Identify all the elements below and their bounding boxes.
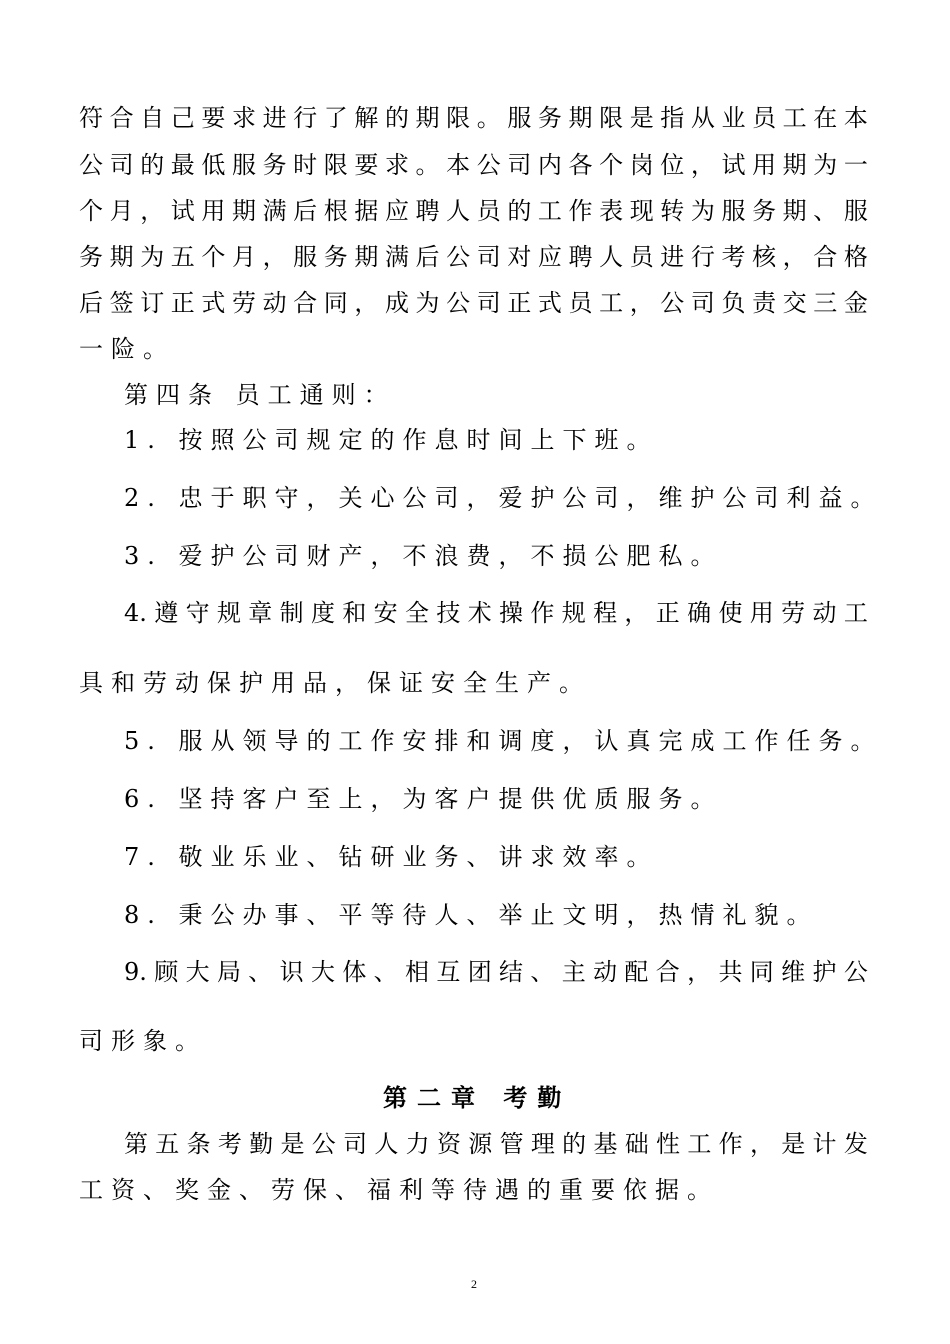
list-item: 8. 秉公办事、平等待人、举止文明，热情礼貌。 [124, 901, 819, 929]
list-item: 1. 按照公司规定的作息时间上下班。 [124, 426, 659, 454]
article-title: 第四条 员工通则： [124, 381, 396, 409]
paragraph-line: 工资、奖金、劳保、福利等待遇的重要依据。 [79, 1176, 719, 1204]
paragraph-line: 个 月 ， 试 用 期 满 后 根 据 应 聘 人 员 的 工 作 表 现 转 为 服 务 期 、 服 [79, 197, 868, 225]
list-item-continuation: 司形象。 [79, 1027, 207, 1055]
list-item: 4. 遵 守 规 章 制 度 和 安 全 技 术 操 作 规 程 ， 正 确 使 用 劳 动 工 [124, 599, 868, 627]
list-item: 3. 爱护公司财产，不浪费，不损公肥私。 [124, 542, 723, 570]
list-item: 6. 坚持客户至上，为客户提供优质服务。 [124, 785, 723, 813]
paragraph-line: 公 司 的 最 低 服 务 时 限 要 求 。 本 公 司 内 各 个 岗 位 ， 试 用 期 为 一 [79, 151, 868, 179]
list-item: 9. 顾 大 局 、 识 大 体 、 相 互 团 结 、 主 动 配 合 ， 共 同 维 护 公 [124, 958, 868, 986]
paragraph-line: 务 期 为 五 个 月 ， 服 务 期 满 后 公 司 对 应 聘 人 员 进 行 考 核 ， 合 格 [79, 243, 868, 271]
page-number: 2 [471, 1277, 477, 1291]
paragraph-line: 符 合 自 己 要 求 进 行 了 解 的 期 限 。 服 务 期 限 是 指 从 业 员 工 在 本 [79, 104, 868, 132]
paragraph-line: 一险。 [79, 335, 175, 363]
list-item: 5. 服从领导的工作安排和调度，认真完成工作任务。 [124, 727, 883, 755]
chapter-heading: 第二章 考勤 [383, 1083, 572, 1112]
list-item: 7. 敬业乐业、钻研业务、讲求效率。 [124, 843, 659, 871]
list-item: 2. 忠于职守，关心公司，爱护公司，维护公司利益。 [124, 484, 883, 512]
list-item-continuation: 具和劳动保护用品，保证安全生产。 [79, 669, 591, 697]
paragraph-line: 第 五 条 考 勤 是 公 司 人 力 资 源 管 理 的 基 础 性 工 作 ， 是 计 发 [124, 1130, 868, 1158]
paragraph-line: 后 签 订 正 式 劳 动 合 同 ， 成 为 公 司 正 式 员 工 ， 公 司 负 责 交 三 金 [79, 289, 868, 317]
